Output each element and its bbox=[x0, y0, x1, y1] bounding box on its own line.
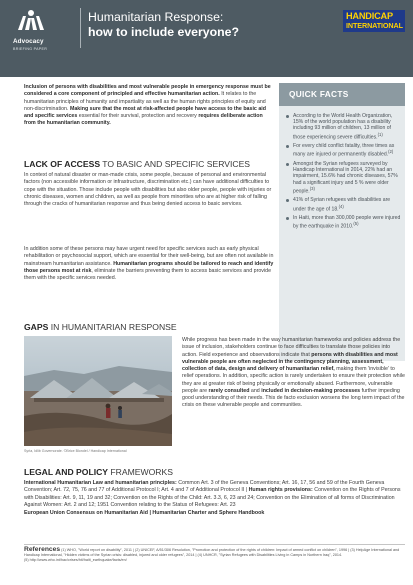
handicap-international-logo bbox=[343, 10, 405, 32]
quick-fact-item: Amongst the Syrian refugees surveyed by Handicap International in 2014, 22% had an impairment, 15.6% had chronic diseases, 57% had a significant injury and 5 % were older people.$^{(3)}$ bbox=[285, 161, 401, 195]
title-line-2: how to include everyone? bbox=[88, 25, 240, 39]
lack-heading-rest: TO BASIC AND SPECIFIC SERVICES bbox=[100, 159, 251, 169]
advocacy-hands-icon bbox=[14, 6, 48, 34]
references-divider bbox=[24, 544, 405, 545]
legal-bold-3: European Union Consensus on Humanitarian Aid | Humanitarian Charter and Sphere Handbook bbox=[24, 509, 265, 516]
header-divider bbox=[80, 8, 81, 48]
gaps-text-4: further impeding good understanding of their needs. This de facto exclusion worsens the long term impact of the crisis on these vulnerable people and communities. bbox=[182, 387, 405, 409]
gaps-heading-rest: IN HUMANITARIAN RESPONSE bbox=[48, 322, 177, 332]
lack-heading-bold: LACK OF ACCESS bbox=[24, 159, 101, 169]
lack-p2-text-1: In addition some of these persons may have urgent need for specific services such as early physical rehabilitation or psychosocial support, which are essential for their well-being, but are often not available in mainstream humanitarian assistance. bbox=[24, 246, 274, 267]
gaps-text-2: making them 'invisible' to relief operations. In addition, specific action is rarely undertaken to ensure their protection while they are at greater risk of being physically or emotionally abused. Furthermore, vulnerable people are bbox=[182, 366, 405, 394]
refugee-camp-image bbox=[24, 336, 172, 446]
refugee-camp-photo bbox=[24, 336, 172, 446]
intro-bold-2: Making sure that the most at risk-affected people have access to the basic aid and specific services bbox=[24, 105, 266, 119]
legal-paragraph bbox=[24, 480, 406, 517]
quick-facts-title: QUICK FACTS bbox=[289, 89, 349, 99]
gaps-text-3: and bbox=[249, 387, 262, 394]
legal-text-1: Common Art. 3 of the Geneva Conventions; Art. 16, 17, 56 and 59 of the Fourth Geneva Convention; Art. 72, 75, 76 and 77 of Additional Protocol I; Art. 4 and 7 of Additional Protocol II | bbox=[24, 480, 385, 494]
intro-bold-1: Inclusion of persons with disabilities and most vulnerable people in emergency response must be considered a core component of principled and effective humanitarian action. bbox=[24, 84, 271, 98]
gaps-bold-2: rarely consulted bbox=[208, 387, 250, 394]
quick-fact-item: 41% of Syrian refugees with disabilities are under the age of 18.$^{(4)}$ bbox=[285, 197, 401, 212]
references-title: References bbox=[24, 546, 61, 553]
legal-bold-1: International Humanitarian Law and humanitarian principles: bbox=[24, 480, 177, 486]
lack-of-access-heading bbox=[24, 159, 250, 169]
intro-bold-3: requires deliberate action from the humanitarian community. bbox=[24, 113, 263, 127]
legal-bold-2: Human rights provisions: bbox=[248, 487, 313, 494]
lack-p2-text-2: , eliminate the barriers preventing them to access basic services and provide them with the specific services needed. bbox=[24, 267, 272, 281]
title-line-1: Humanitarian Response: bbox=[88, 10, 224, 24]
gaps-heading-bold: GAPS bbox=[24, 322, 49, 332]
gaps-heading bbox=[24, 322, 177, 332]
gaps-text-1: While progress has been made in the way humanitarian frameworks and policies address the issue of inclusion, stakeholders continue to face difficulties to translate those policies into action. Field experience and observations indicate that bbox=[182, 337, 401, 358]
advocacy-logo bbox=[10, 6, 70, 66]
quick-facts-header bbox=[279, 83, 405, 106]
quick-facts-box bbox=[279, 83, 405, 361]
references-text-2: (5) http://www.who.int/hac/crises/hti/haiti_earthquake/facts/en/ bbox=[24, 557, 127, 562]
quick-fact-item: According to the World Health Organization, 15% of the world population has a disability including 93 million of children, 13 million of those experiencing severe difficulties.$^{(1)}$ bbox=[285, 113, 401, 141]
advocacy-label: Advocacy bbox=[13, 38, 44, 45]
page-title bbox=[88, 10, 239, 40]
legal-text-2: Convention on the Rights of Persons with Disabilities: Art. 9, 11, 19 and 32; Convention on the Rights of the Child: Art. 3.3, 6, 23 and 24; Convention on the Elimination of all forms of Discrimination Against Women: Art. 2 and 12; 1951 Convention relating to the Status of Refugees: Art. 23 bbox=[24, 487, 401, 509]
intro-text-1: It relates to the humanitarian principles of humanity and impartiality as well as the human rights principles of equity and non-discrimination. bbox=[24, 91, 266, 112]
gaps-bold-3: included in decision-making processes bbox=[261, 387, 361, 394]
intro-text-2: essential for their survival, protection and recovery bbox=[77, 113, 199, 119]
lack-of-access-paragraph-1: In context of natural disaster or man-made crisis, some people, because of personal and environmental factors (non accessible information or infrastructure, discrimination etc.) can have additional difficulties to cope with the situation. Those include people with disabilities but also older people, people with injuries or chronic diseases, women and children, as well as people from minorities who are at higher risk of falling through the cracks of humanitarian response and thus being denied access to basic services. bbox=[24, 172, 272, 207]
partner-line-1: HANDICAP bbox=[346, 11, 393, 21]
legal-heading-bold: LEGAL AND POLICY bbox=[24, 467, 109, 477]
photo-caption: Syria, Idlib Governorate. ©Brice Blondel / Handicap International bbox=[24, 449, 127, 453]
partner-line-2: INTERNATIONAL bbox=[346, 21, 403, 30]
legal-heading-rest: FRAMEWORKS bbox=[108, 467, 173, 477]
gaps-bold-1: persons with disabilities and most vulnerable people are often neglected in the contingency planning, assessment, collection of data, design and delivery of humanitarian relief, bbox=[182, 351, 398, 372]
quick-fact-item: For every child conflict fatality, three times as many are injured or permanently disabled.$^{(2)}$ bbox=[285, 143, 401, 158]
gaps-paragraph bbox=[182, 337, 406, 410]
quick-facts-list bbox=[285, 113, 401, 233]
quick-fact-item: In Haiti, more than 300,000 people were injured by the earthquake in 2010.$^{(5)}$ bbox=[285, 215, 401, 230]
lack-p2-bold: Humanitarian programs should be tailored to reach and identify those persons most at risk bbox=[24, 260, 274, 274]
legal-heading bbox=[24, 467, 173, 477]
header-banner bbox=[0, 0, 413, 77]
lack-of-access-paragraph-2 bbox=[24, 246, 274, 282]
intro-paragraph bbox=[24, 84, 271, 128]
briefing-paper-label: BRIEFING PAPER bbox=[13, 47, 48, 51]
references-block bbox=[24, 548, 404, 563]
references-text: (1) WHO, "World report on disability", 2011 | (2) UNICEF, A/51/306 Resolution, "Promotion and protection of the rights of children: Impact of armed conflict on children", 1996 | (3) HelpAge International and Handicap International, "Hidden victims of the Syrian crisis: disabled, injured and older refugees", 2014 | (4) UNHCR, "Syrian Refugees with Disabilities Living in Camps in Northern Iraq", 2014. bbox=[24, 548, 400, 557]
